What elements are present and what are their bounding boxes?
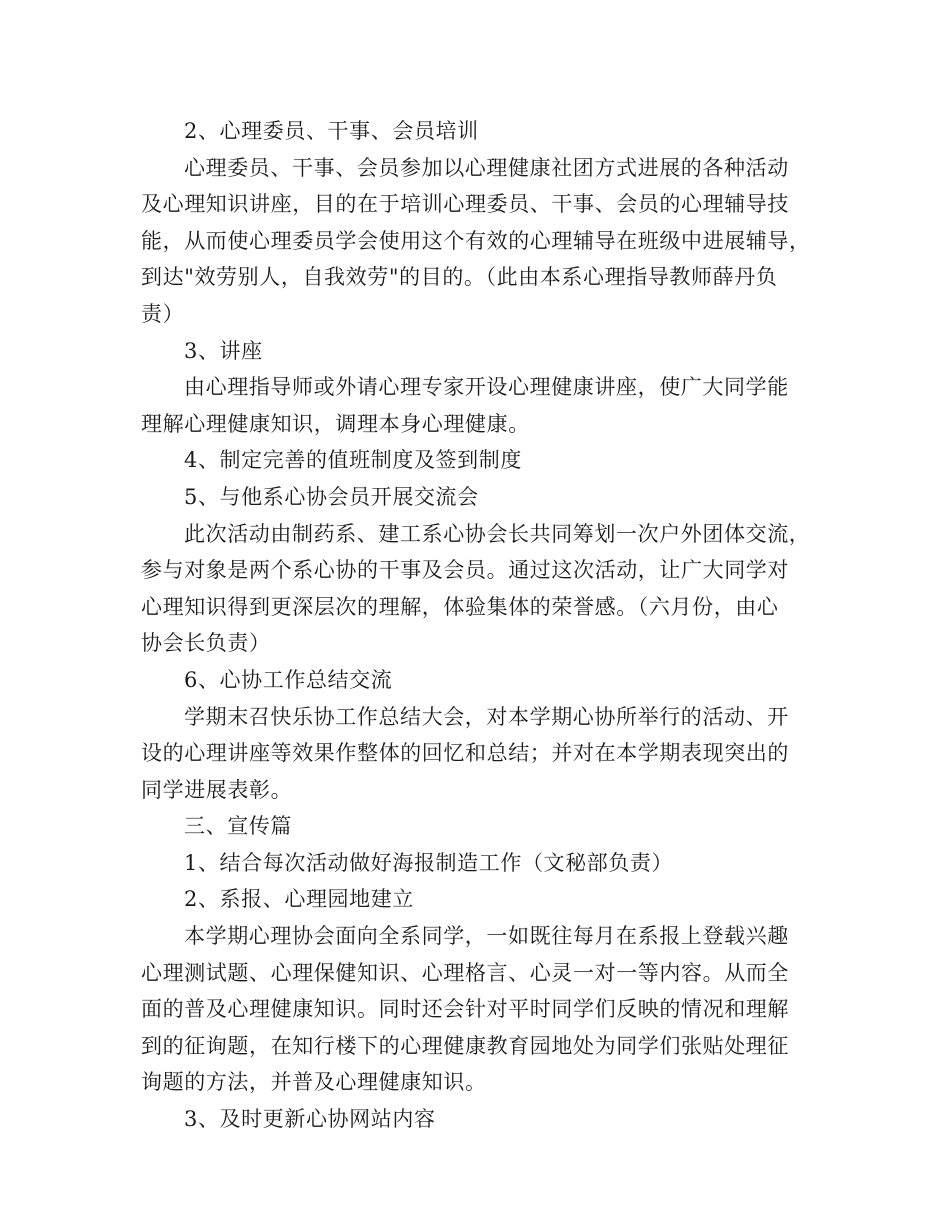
text-line: 设的心理讲座等效果作整体的回忆和总结；并对在本学期表现突出的 xyxy=(141,741,789,766)
text-line: 学期末召快乐协工作总结大会，对本学期心协所举行的活动、开 xyxy=(184,704,789,729)
text-line: 询题的方法，并普及心理健康知识。 xyxy=(141,1070,487,1095)
text-line: 心理测试题、心理保健知识、心理格言、心灵一对一等内容。从而全 xyxy=(141,960,789,985)
text-line: 此次活动由制药系、建工系心协会长共同筹划一次户外团体交流， xyxy=(184,521,811,546)
text-line: 3、讲座 xyxy=(184,338,263,363)
text-line: 5、与他系心协会员开展交流会 xyxy=(184,484,479,509)
text-line: 到达"效劳别人，自我效劳"的目的。（此由本系心理指导教师薛丹负 xyxy=(141,265,778,290)
text-line: 同学进展表彰。 xyxy=(141,777,293,802)
text-line: 责） xyxy=(141,301,185,326)
text-line: 参与对象是两个系心协的干事及会员。通过这次活动，让广大同学对 xyxy=(141,558,789,583)
text-line: 协会长负责） xyxy=(141,631,271,656)
text-line: 能，从而使心理委员学会使用这个有效的心理辅导在班级中进展辅导， xyxy=(141,228,811,253)
text-line: 三、宣传篇 xyxy=(184,814,292,839)
text-line: 3、及时更新心协网站内容 xyxy=(184,1107,436,1132)
text-line: 心理委员、干事、会员参加以心理健康社团方式进展的各种活动 xyxy=(184,155,789,180)
text-line: 由心理指导师或外请心理专家开设心理健康讲座，使广大同学能 xyxy=(184,375,789,400)
text-line: 6、心协工作总结交流 xyxy=(184,667,393,692)
text-line: 本学期心理协会面向全系同学，一如既往每月在系报上登载兴趣 xyxy=(184,924,789,949)
text-line: 心理知识得到更深层次的理解，体验集体的荣誉感。（六月份，由心 xyxy=(141,594,779,619)
text-line: 4、制定完善的值班制度及签到制度 xyxy=(184,448,522,473)
text-line: 2、系报、心理园地建立 xyxy=(184,887,414,912)
text-line: 理解心理健康知识，调理本身心理健康。 xyxy=(141,411,530,436)
text-line: 2、心理委员、干事、会员培训 xyxy=(184,119,479,143)
text-line: 面的普及心理健康知识。同时还会针对平时同学们反映的情况和理解 xyxy=(141,997,789,1022)
text-line: 1、结合每次活动做好海报制造工作（文秘部负责） xyxy=(184,850,674,875)
text-line: 到的征询题，在知行楼下的心理健康教育园地处为同学们张贴处理征 xyxy=(141,1033,789,1058)
text-line: 及心理知识讲座，目的在于培训心理委员、干事、会员的心理辅导技 xyxy=(141,192,789,217)
document-body xyxy=(141,113,813,1138)
